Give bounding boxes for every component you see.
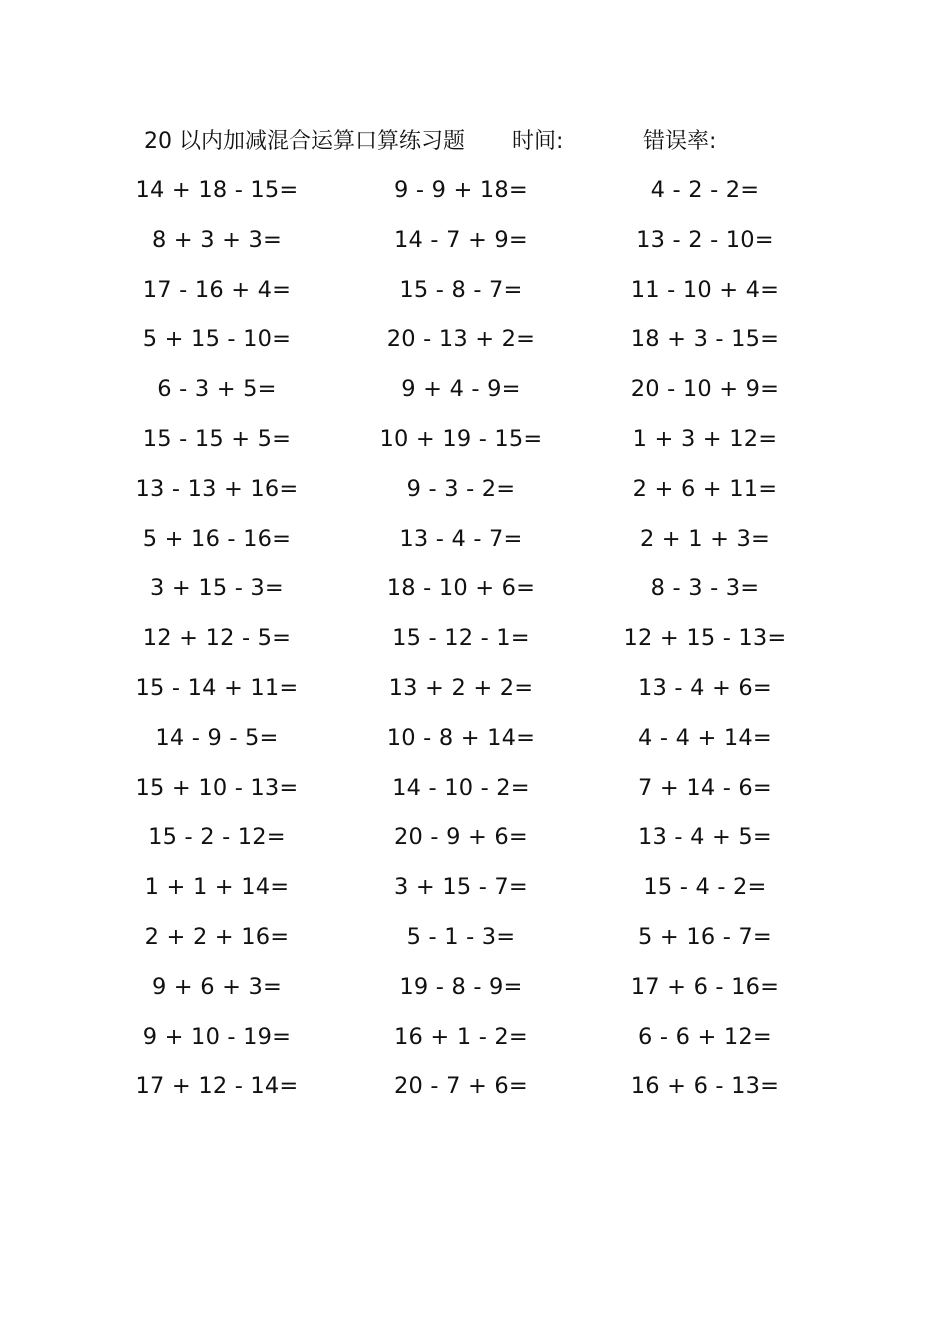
arithmetic-problem: 15 - 15 + 5= bbox=[142, 425, 292, 452]
problem-row bbox=[0, 515, 950, 565]
arithmetic-problem: 16 + 1 - 2= bbox=[394, 1023, 528, 1050]
arithmetic-problem: 3 + 15 - 7= bbox=[394, 874, 528, 901]
arithmetic-problem: 17 - 16 + 4= bbox=[142, 276, 292, 303]
error-rate-label: 错误率: bbox=[643, 129, 717, 154]
arithmetic-problem: 16 + 6 - 13= bbox=[630, 1073, 780, 1100]
arithmetic-problem: 9 + 6 + 3= bbox=[151, 973, 283, 1000]
problem-row bbox=[0, 714, 950, 764]
problem-row bbox=[0, 216, 950, 266]
problem-row bbox=[0, 365, 950, 415]
arithmetic-problem: 10 - 8 + 14= bbox=[386, 724, 536, 751]
arithmetic-problem: 17 + 6 - 16= bbox=[630, 973, 780, 1000]
arithmetic-problem: 6 - 6 + 12= bbox=[638, 1023, 772, 1050]
problem-row bbox=[0, 1013, 950, 1063]
problem-row bbox=[0, 1062, 950, 1112]
problem-row bbox=[0, 266, 950, 316]
arithmetic-problem: 20 - 9 + 6= bbox=[394, 824, 528, 851]
arithmetic-problem: 5 + 15 - 10= bbox=[142, 326, 292, 353]
arithmetic-problem: 9 + 10 - 19= bbox=[142, 1023, 292, 1050]
problem-row bbox=[0, 166, 950, 216]
arithmetic-problem: 8 - 3 - 3= bbox=[650, 575, 760, 602]
arithmetic-problem: 5 + 16 - 7= bbox=[638, 923, 772, 950]
arithmetic-problem: 9 - 3 - 2= bbox=[406, 475, 516, 502]
arithmetic-problem: 15 - 2 - 12= bbox=[148, 824, 286, 851]
time-label: 时间: bbox=[512, 129, 564, 154]
problem-row bbox=[0, 465, 950, 515]
arithmetic-problem: 12 + 15 - 13= bbox=[623, 625, 787, 652]
arithmetic-problem: 15 + 10 - 13= bbox=[135, 774, 299, 801]
arithmetic-problem: 19 - 8 - 9= bbox=[399, 973, 523, 1000]
arithmetic-problem: 13 - 4 - 7= bbox=[399, 525, 523, 552]
arithmetic-problem: 9 + 4 - 9= bbox=[401, 376, 521, 403]
arithmetic-problem: 20 - 7 + 6= bbox=[394, 1073, 528, 1100]
arithmetic-problem: 14 - 7 + 9= bbox=[394, 226, 528, 253]
arithmetic-problem: 18 + 3 - 15= bbox=[630, 326, 780, 353]
arithmetic-problem: 13 - 4 + 5= bbox=[638, 824, 772, 851]
arithmetic-problem: 20 - 10 + 9= bbox=[630, 376, 780, 403]
arithmetic-problem: 12 + 12 - 5= bbox=[142, 625, 292, 652]
arithmetic-problem: 4 - 2 - 2= bbox=[650, 177, 760, 203]
arithmetic-problem: 5 - 1 - 3= bbox=[406, 923, 516, 950]
arithmetic-problem: 14 + 18 - 15= bbox=[135, 177, 299, 203]
problem-row bbox=[0, 863, 950, 913]
problem-grid bbox=[0, 166, 950, 1112]
problem-row bbox=[0, 963, 950, 1013]
arithmetic-problem: 13 - 2 - 10= bbox=[636, 226, 774, 253]
arithmetic-problem: 3 + 15 - 3= bbox=[150, 575, 284, 602]
arithmetic-problem: 7 + 14 - 6= bbox=[638, 774, 772, 801]
problem-row bbox=[0, 614, 950, 664]
arithmetic-problem: 15 - 12 - 1= bbox=[392, 625, 530, 652]
arithmetic-problem: 1 + 1 + 14= bbox=[144, 874, 290, 901]
arithmetic-problem: 2 + 2 + 16= bbox=[144, 923, 290, 950]
arithmetic-problem: 2 + 6 + 11= bbox=[632, 475, 778, 502]
arithmetic-problem: 13 - 4 + 6= bbox=[638, 674, 772, 701]
arithmetic-problem: 5 + 16 - 16= bbox=[142, 525, 292, 552]
arithmetic-problem: 18 - 10 + 6= bbox=[386, 575, 536, 602]
arithmetic-problem: 1 + 3 + 12= bbox=[632, 425, 778, 452]
arithmetic-problem: 10 + 19 - 15= bbox=[379, 425, 543, 452]
problem-row bbox=[0, 913, 950, 963]
arithmetic-problem: 6 - 3 + 5= bbox=[157, 376, 277, 403]
problem-row bbox=[0, 315, 950, 365]
arithmetic-problem: 8 + 3 + 3= bbox=[151, 226, 283, 253]
arithmetic-problem: 13 - 13 + 16= bbox=[135, 475, 299, 502]
arithmetic-problem: 13 + 2 + 2= bbox=[388, 674, 534, 701]
arithmetic-problem: 15 - 8 - 7= bbox=[399, 276, 523, 303]
arithmetic-problem: 17 + 12 - 14= bbox=[135, 1073, 299, 1100]
problem-row bbox=[0, 764, 950, 814]
arithmetic-problem: 20 - 13 + 2= bbox=[386, 326, 536, 353]
problem-row bbox=[0, 564, 950, 614]
worksheet-header bbox=[0, 124, 950, 160]
arithmetic-problem: 2 + 1 + 3= bbox=[639, 525, 771, 552]
arithmetic-problem: 15 - 14 + 11= bbox=[135, 674, 299, 701]
arithmetic-problem: 15 - 4 - 2= bbox=[643, 874, 767, 901]
arithmetic-problem: 14 - 9 - 5= bbox=[155, 724, 279, 751]
problem-row bbox=[0, 813, 950, 863]
arithmetic-problem: 14 - 10 - 2= bbox=[392, 774, 530, 801]
arithmetic-problem: 9 - 9 + 18= bbox=[394, 177, 528, 203]
problem-row bbox=[0, 664, 950, 714]
arithmetic-problem: 4 - 4 + 14= bbox=[638, 724, 772, 751]
worksheet-title: 20 以内加减混合运算口算练习题 bbox=[144, 129, 465, 154]
problem-row bbox=[0, 415, 950, 465]
arithmetic-problem: 11 - 10 + 4= bbox=[630, 276, 780, 303]
